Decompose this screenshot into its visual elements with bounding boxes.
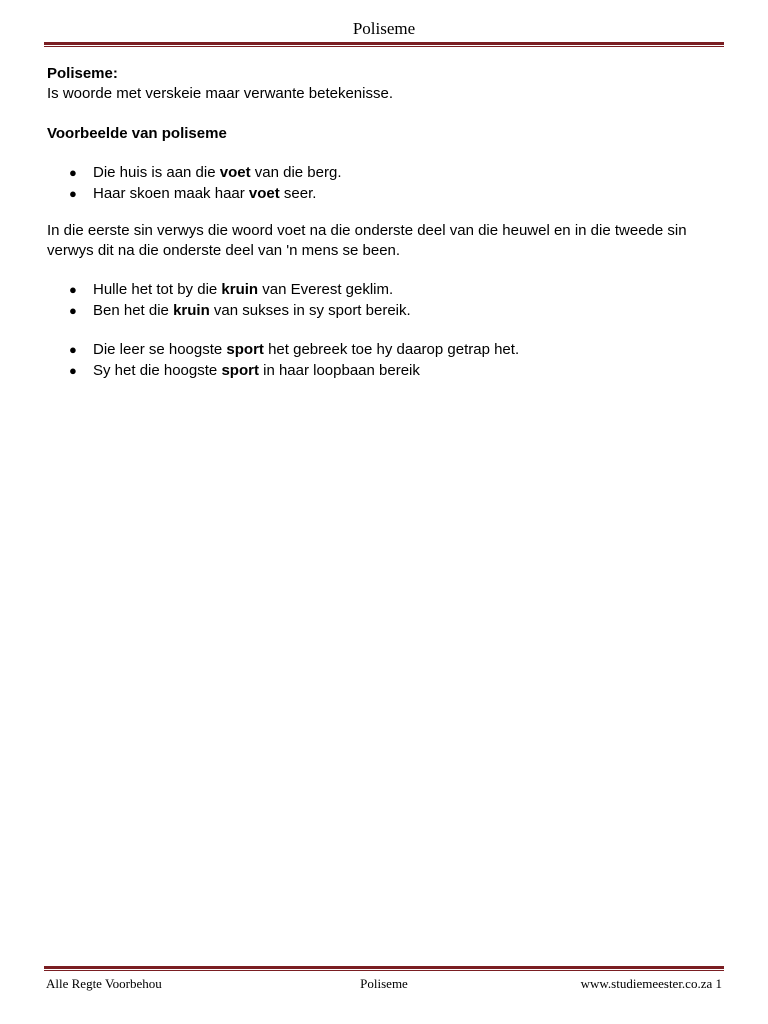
bullet-icon: ● <box>69 186 77 201</box>
list-item <box>47 360 723 381</box>
bullet-icon: ● <box>69 303 77 318</box>
list-item <box>47 183 723 204</box>
header-divider <box>44 42 724 48</box>
examples-list-voet <box>47 162 723 204</box>
list-item <box>47 279 723 300</box>
definition-heading: Poliseme: <box>47 65 118 82</box>
page-header <box>44 18 724 48</box>
bullet-icon: ● <box>69 165 77 180</box>
header-divider-thin <box>44 46 724 47</box>
example-text-after: het gebreek toe hy daarop getrap het. <box>263 341 520 358</box>
example-text-after: van die berg. <box>250 164 342 181</box>
example-text-after: van sukses in sy sport bereik. <box>209 302 411 319</box>
example-text-before: Die huis is aan die <box>93 164 220 181</box>
explanation-paragraph: In die eerste sin verwys die woord voet na die onderste deel van die heuwel en in die tweede sin verwys dit na die onderste deel van 'n mens se been. <box>47 222 687 259</box>
example-keyword: sport <box>226 341 264 358</box>
example-text-before: Haar skoen maak haar <box>93 185 249 202</box>
bullet-icon: ● <box>69 363 77 378</box>
example-keyword: kruin <box>221 281 259 298</box>
examples-list-sport <box>47 339 723 381</box>
example-text-before: Ben het die <box>93 302 174 319</box>
footer-divider <box>44 966 724 972</box>
example-text-before: Sy het die hoogste <box>93 362 222 379</box>
list-item <box>47 162 723 183</box>
page-footer <box>44 966 724 993</box>
footer-title: Poliseme <box>360 976 408 991</box>
footer-divider-thin <box>44 970 724 971</box>
example-keyword: sport <box>221 362 259 379</box>
footer-copyright: Alle Regte Voorbehou <box>46 976 162 991</box>
footer-row <box>44 975 724 993</box>
example-text-after: in haar loopbaan bereik <box>258 362 420 379</box>
example-keyword: kruin <box>173 302 210 319</box>
header-divider-thick <box>44 42 724 45</box>
footer-website-page: www.studiemeester.co.za 1 <box>580 976 722 991</box>
examples-heading: Voorbeelde van poliseme <box>47 125 227 142</box>
example-text-before: Hulle het tot by die <box>93 281 222 298</box>
page-title: Poliseme <box>352 19 416 38</box>
bullet-icon: ● <box>69 282 77 297</box>
example-text-after: van Everest geklim. <box>258 281 394 298</box>
document-body <box>47 64 723 381</box>
example-keyword: voet <box>219 164 251 181</box>
example-keyword: voet <box>248 185 280 202</box>
example-text-before: Die leer se hoogste <box>93 341 227 358</box>
example-text-after: seer. <box>279 185 317 202</box>
footer-divider-thick <box>44 966 724 969</box>
examples-list-kruin <box>47 279 723 321</box>
definition-text: Is woorde met verskeie maar verwante betekenisse. <box>47 85 393 102</box>
list-item <box>47 300 723 321</box>
list-item <box>47 339 723 360</box>
bullet-icon: ● <box>69 342 77 357</box>
